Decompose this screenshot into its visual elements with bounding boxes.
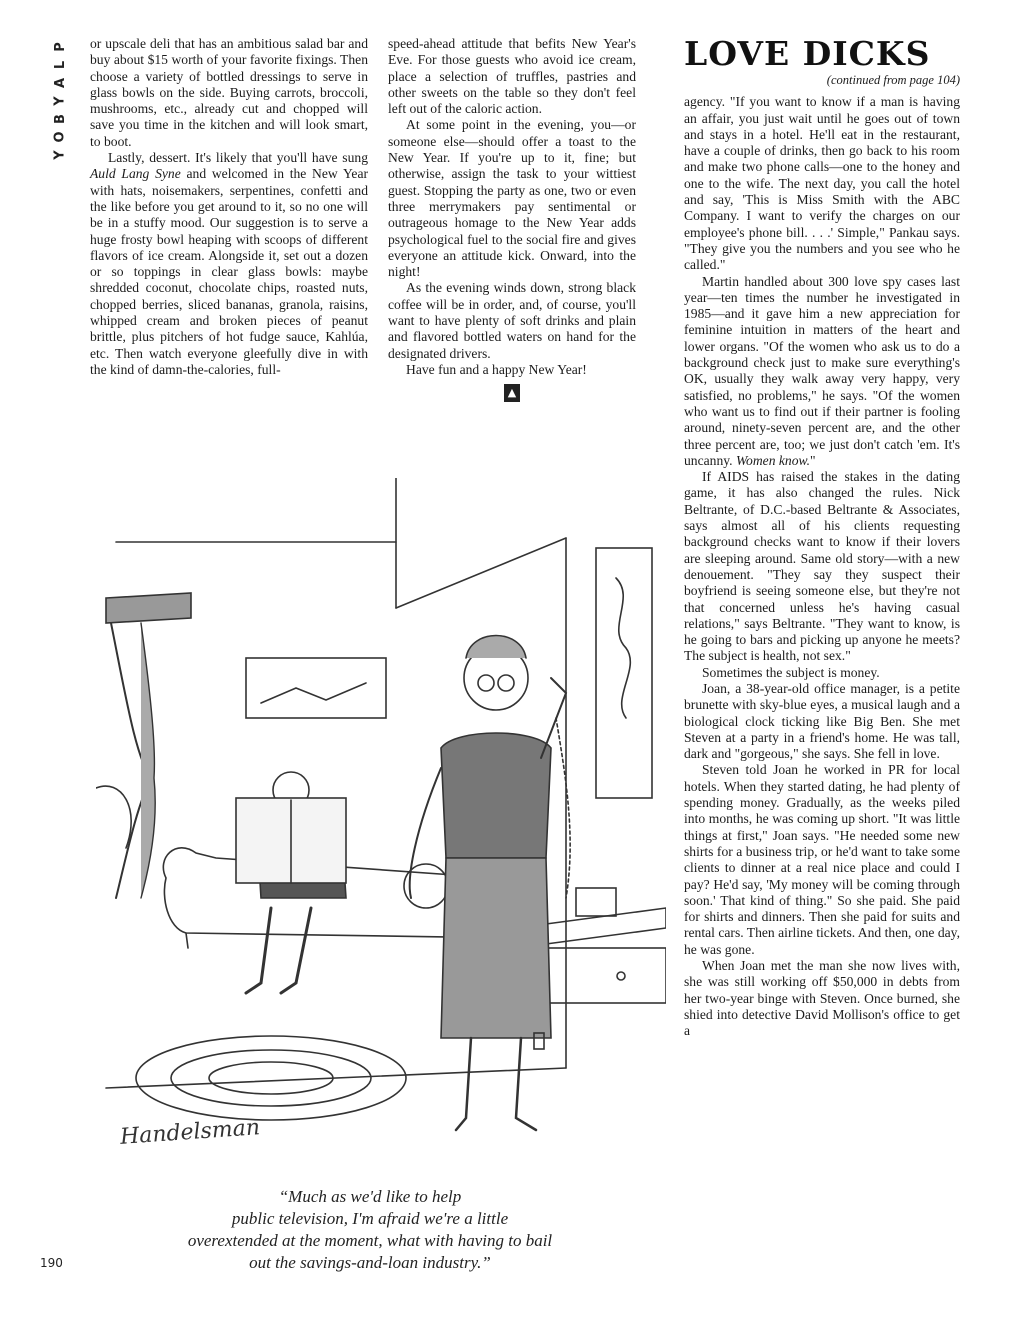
- cartoon-illustration: [96, 478, 666, 1166]
- drawer-knob: [617, 972, 625, 980]
- cartoon-drawing: [96, 478, 666, 1166]
- telephone-base: [576, 888, 616, 916]
- paragraph: When Joan met the man she now lives with, she was still working off $50,000 in debts from her two-year binge with Steven. Once burned, she shied into detective David Mollison's office to get a: [684, 958, 960, 1039]
- man-legs: [246, 908, 311, 993]
- paragraph: speed-ahead attitude that befits New Year's Eve. For those guests who avoid ice cream, place a selection of truffles, pastries and other sweets on the table so they don't feel left out of the caloric action.: [388, 36, 636, 117]
- song-title: Auld Lang Syne: [90, 166, 181, 182]
- paragraph-text: and welcomed in the New Year with hats, noisemakers, serpentines, confetti and the like before you get around to it, so no one will be in a stuffy mood. Our suggestion is to serve a huge frosty bowl heaping with scoops of different flavors of ice cream. Alongside it, set out a dozen or so toppings in clear glass bowls: maybe shredded coconut, chocolate chips, roasted nuts, chopped berries, sliced bananas, granola, raisins, whipped cream and broken pieces of peanut brittle, plus pitchers of hot fudge sauce, Kahlúa, etc. Then watch everyone gleefully dive in with the kind of damn-the-calories, full-: [90, 166, 368, 377]
- article-column-2: [388, 36, 636, 402]
- continued-from-note: (continued from page 104): [826, 73, 960, 87]
- paragraph: At some point in the evening, you—or someone else—should offer a toast to the New Year. If you're up to it, fine; but otherwise, assign the task to your wittiest guest. Stopping the party as one, two or even three merrymakers pay sentimental or outrageous homage to the New Year adds psychological fuel to the social fire and gives everyone an attitude kick. Onward, into the night!: [388, 117, 636, 280]
- paragraph: Steven told Joan he worked in PR for local hotels. When they started dating, he had plenty of spending money. Gradually, as the weeks piled into months, he was coming up short. "It was little things at first," Joan says. "He needed some new shirts for a business trip, or he'd want to take some clients to dinner at a real nice place and could I pay? He'd say, 'My money will be coming through soon.' That kind of thing." So she paid. She paid for shirts and dinners. Then she paid for suits and rental cars. Then airline tickets. And then, one day, he was gone.: [684, 762, 960, 957]
- masthead-letter: A: [53, 77, 68, 89]
- masthead-letter: B: [52, 114, 68, 124]
- cartoon-caption: [140, 1186, 600, 1274]
- paragraph-text: Martin handled about 300 love spy cases last year—ten times the number he investigated in 1985—and it gave him a new appreciation for feminine intuition in matters of the heart and lower organs. "Of the women who ask us to do a background check just to make sure everything's OK, usually they walk away very happy, very satisfied, no problems," he says. "Of the women who want us to find out if their partner is fooling around, ninety-seven percent are, and the other three percent are, too; we just don't catch 'em. It's uncanny.: [684, 273, 960, 468]
- paragraph: Have fun and a happy New Year!: [406, 361, 587, 377]
- lamp-shade: [96, 786, 131, 848]
- mirror-ornament: [616, 578, 630, 718]
- wall-line: [396, 538, 566, 608]
- masthead-letter: L: [52, 60, 68, 70]
- woman-arm-phone: [541, 678, 566, 758]
- masthead-letter: Y: [52, 150, 68, 160]
- paragraph: [90, 150, 368, 378]
- article-title: LOVE DICKS: [684, 34, 931, 73]
- masthead-letter: Y: [52, 96, 68, 106]
- caption-line: “Much as we'd like to help: [278, 1187, 462, 1206]
- masthead-letter: O: [53, 131, 68, 143]
- curtain-valance: [106, 593, 191, 623]
- masthead: [46, 38, 76, 164]
- wall-mirror-frame: [596, 548, 652, 798]
- paragraph-text: Lastly, dessert. It's likely that you'll have sung: [108, 150, 368, 166]
- floor-line: [106, 1068, 566, 1088]
- woman-sweater: [441, 733, 551, 858]
- bunny-end-mark-icon: ▲: [504, 384, 520, 402]
- emphasis-text: Women know.: [735, 452, 810, 468]
- paragraph: [684, 274, 960, 470]
- page-number: 190: [40, 1256, 63, 1270]
- caption-line: overextended at the moment, what with having to bail: [187, 1231, 553, 1250]
- paragraph: Joan, a 38-year-old office manager, is a petite brunette with sky-blue eyes, a musical laugh and a biological clock ticking like Big Ben. She met Steven at a party in a friend's home. He was tall, dark and "gorgeous," she says. She fell in love.: [684, 680, 960, 762]
- caption-line: out the savings-and-loan industry.”: [249, 1253, 491, 1272]
- rug-ring: [209, 1062, 333, 1094]
- masthead-letter: P: [53, 42, 68, 52]
- phone-cord: [556, 718, 570, 898]
- curtain-drape: [141, 623, 155, 898]
- woman-arm-left: [410, 768, 441, 898]
- rug: [136, 1036, 406, 1120]
- closing-quote: ": [810, 452, 816, 468]
- woman-legs: [456, 1038, 536, 1130]
- picture-landscape: [261, 683, 366, 703]
- paragraph: As the evening winds down, strong black coffee will be in order, and, of course, you'll want to have plenty of soft drinks and plain and flavored bottled waters on hand for the designated drivers.: [388, 280, 636, 361]
- wall-picture-frame: [246, 658, 386, 718]
- paragraph: Sometimes the subject is money.: [702, 664, 880, 680]
- article-column-3: [684, 36, 960, 1040]
- article-column-1: [90, 36, 368, 378]
- cartoonist-signature: Handelsman: [119, 1115, 261, 1150]
- paragraph: If AIDS has raised the stakes in the dating game, it has also changed the rules. Nick Beltrante, of D.C.-based Beltrante & Associates, says almost all of his clients requesting background checks want to know if their lovers are sleeping around. Same old story—with a new denouement. "They say they suspect their boyfriend is seeing someone else, but they're not that concerned unless he's having casual relations," says Beltrante. "They want to know, is he going to bars and picking up anyone he meets? The subject is health, not sex.": [684, 469, 960, 664]
- woman-hair: [466, 636, 526, 659]
- woman-skirt: [441, 858, 551, 1038]
- caption-line: public television, I'm afraid we're a little: [231, 1209, 509, 1228]
- paragraph: agency. "If you want to know if a man is having an affair, you just wait until he goes out of town and stays in a hotel. He'll eat in the restaurant, have a couple of drinks, then go back to his room and make two phone calls—one to the honey and one to the wife. The next day, you call the hotel and say, 'This is Miss Smith with the ABC Company. I want to verify the charges on our employee's phone bill. . . .' Simple," Pankau says. "They give you the numbers and you see who he called.": [684, 94, 960, 273]
- paragraph: or upscale deli that has an ambitious salad bar and buy about $15 worth of your favorite fixings. Then choose a variety of bottled dressings to serve in glass bowls on the side. Buying carrots, broccoli, mushrooms, etc., already cut and chopped will save you time in the kitchen and will look smart, to boot.: [90, 36, 368, 149]
